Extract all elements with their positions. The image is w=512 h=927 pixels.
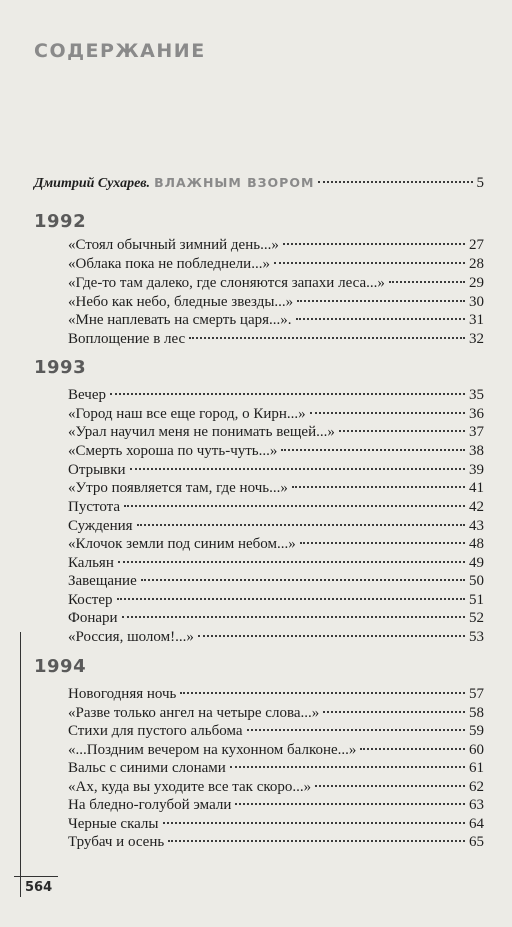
page-number: 28: [469, 256, 484, 272]
dot-leader: [168, 840, 465, 842]
entry-title: Стихи для пустого альбома: [68, 723, 243, 739]
intro-author: Дмитрий Сухарев.: [34, 176, 151, 191]
toc-entry: [68, 703, 484, 723]
toc-entry: [68, 460, 484, 480]
entry-title: Трубач и осень: [68, 834, 165, 850]
page-number: 42: [469, 499, 484, 515]
entry-title: Костер: [68, 592, 113, 608]
page-number: 58: [469, 705, 484, 721]
dot-leader: [180, 692, 465, 694]
page-number: 61: [469, 760, 484, 776]
entry-title: Черные скалы: [68, 816, 159, 832]
dot-leader: [230, 766, 465, 768]
dot-leader: [315, 785, 465, 787]
dot-leader: [141, 579, 465, 581]
toc-entry: [68, 292, 484, 312]
page-number: 48: [469, 536, 484, 552]
dot-leader: [318, 181, 472, 183]
toc-entry: [68, 571, 484, 591]
entry-title: «Ах, куда вы уходите все так скоро...»: [68, 779, 312, 795]
page-number: 52: [469, 610, 484, 626]
toc-entry: [68, 758, 484, 778]
toc-entry: [68, 590, 484, 610]
page-number: 5: [476, 175, 484, 191]
entry-title: Кальян: [68, 555, 114, 571]
dot-leader: [274, 262, 465, 264]
toc-entry: [68, 534, 484, 554]
toc-entry: [68, 254, 484, 274]
dot-leader: [189, 337, 465, 339]
page-number: 53: [469, 629, 484, 645]
dot-leader: [137, 524, 465, 526]
dot-leader: [198, 635, 465, 637]
toc-entry: [68, 422, 484, 442]
toc-entry: [68, 832, 484, 852]
dot-leader: [163, 822, 466, 824]
dot-leader: [122, 616, 465, 618]
toc-entry: [68, 608, 484, 628]
toc-entry: [68, 385, 484, 405]
page-number: 50: [469, 573, 484, 589]
page-number: 51: [469, 592, 484, 608]
entry-title: Новогодняя ночь: [68, 686, 177, 702]
page-number: 32: [469, 331, 484, 347]
page-number: 41: [469, 480, 484, 496]
page-number: 36: [469, 406, 484, 422]
dot-leader: [339, 430, 465, 432]
page-number: 64: [469, 816, 484, 832]
page-number: 27: [469, 237, 484, 253]
entry-title: Отрывки: [68, 462, 126, 478]
margin-rule-horizontal: [14, 876, 58, 877]
entry-title: «Небо как небо, бледные звезды...»: [68, 294, 294, 310]
dot-leader: [296, 318, 465, 320]
toc-entry: [68, 310, 484, 330]
page-number: 31: [469, 312, 484, 328]
dot-leader: [389, 281, 465, 283]
entry-title: «Смерть хороша по чуть-чуть...»: [68, 443, 278, 459]
page-number: 29: [469, 275, 484, 291]
toc-entry: [68, 273, 484, 293]
toc-entry: [68, 740, 484, 760]
entry-title: «Где-то там далеко, где слоняются запахи леса...»: [68, 275, 385, 291]
page-number: 63: [469, 797, 484, 813]
dot-leader: [110, 393, 465, 395]
page-number: 35: [469, 387, 484, 403]
dot-leader: [118, 561, 465, 563]
entry-title: «Россия, шолом!...»: [68, 629, 194, 645]
dot-leader: [297, 300, 465, 302]
toc-entry: [68, 404, 484, 424]
toc-entry: [68, 478, 484, 498]
dot-leader: [124, 505, 465, 507]
dot-leader: [360, 748, 465, 750]
toc-entry: [68, 516, 484, 536]
toc-entry: [68, 235, 484, 255]
dot-leader: [130, 468, 465, 470]
toc-entry: [68, 553, 484, 573]
page-number: 60: [469, 742, 484, 758]
toc-entry: [68, 497, 484, 517]
entry-title: «...Поздним вечером на кухонном балконе...»: [68, 742, 357, 758]
dot-leader: [292, 486, 465, 488]
page-number: 59: [469, 723, 484, 739]
year-heading-1992: 1992: [34, 211, 87, 232]
entry-title: «Стоял обычный зимний день...»: [68, 237, 279, 253]
dot-leader: [235, 803, 465, 805]
dot-leader: [323, 711, 465, 713]
entry-title: Пустота: [68, 499, 121, 515]
page-number: 43: [469, 518, 484, 534]
entry-title: Суждения: [68, 518, 133, 534]
page-number: 65: [469, 834, 484, 850]
toc-entry: [68, 684, 484, 704]
dot-leader: [281, 449, 465, 451]
page-number: 38: [469, 443, 484, 459]
intro-title: ВЛАЖНЫМ ВЗОРОМ: [154, 175, 315, 190]
entry-title: «Облака пока не побледнели...»: [68, 256, 270, 272]
dot-leader: [117, 598, 465, 600]
year-heading-1994: 1994: [34, 656, 87, 677]
dot-leader: [247, 729, 465, 731]
entry-title: «Утро появляется там, где ночь...»: [68, 480, 288, 496]
entry-title: «Мне наплевать на смерть царя...».: [68, 312, 292, 328]
entry-title: Вальс с синими слонами: [68, 760, 226, 776]
entry-title: Завещание: [68, 573, 137, 589]
entry-title: «Урал научил меня не понимать вещей...»: [68, 424, 335, 440]
toc-entry: [68, 329, 484, 349]
entry-title: Фонари: [68, 610, 118, 626]
page-number: 30: [469, 294, 484, 310]
entry-title: «Клочок земли под синим небом...»: [68, 536, 296, 552]
page-number: 57: [469, 686, 484, 702]
dot-leader: [283, 243, 465, 245]
entry-title: «Разве только ангел на четыре слова...»: [68, 705, 320, 721]
page-title: СОДЕРЖАНИЕ: [34, 40, 206, 62]
page-number: 39: [469, 462, 484, 478]
toc-entry: [68, 795, 484, 815]
entry-title: «Город наш все еще город, о Кирн...»: [68, 406, 306, 422]
page-number: 37: [469, 424, 484, 440]
year-heading-1993: 1993: [34, 357, 87, 378]
page-number: 62: [469, 779, 484, 795]
toc-entry-intro: [34, 173, 484, 193]
entry-title: Вечер: [68, 387, 106, 403]
dot-leader: [310, 412, 465, 414]
toc-entry: [68, 814, 484, 834]
toc-entry: [68, 627, 484, 647]
entry-title: На бледно-голубой эмали: [68, 797, 232, 813]
page-number: 49: [469, 555, 484, 571]
toc-entry: [68, 721, 484, 741]
dot-leader: [300, 542, 465, 544]
margin-rule-vertical: [20, 632, 21, 897]
toc-entry: [68, 777, 484, 797]
toc-entry: [68, 441, 484, 461]
folio-page-number: 564: [25, 880, 53, 895]
entry-title: Воплощение в лес: [68, 331, 186, 347]
